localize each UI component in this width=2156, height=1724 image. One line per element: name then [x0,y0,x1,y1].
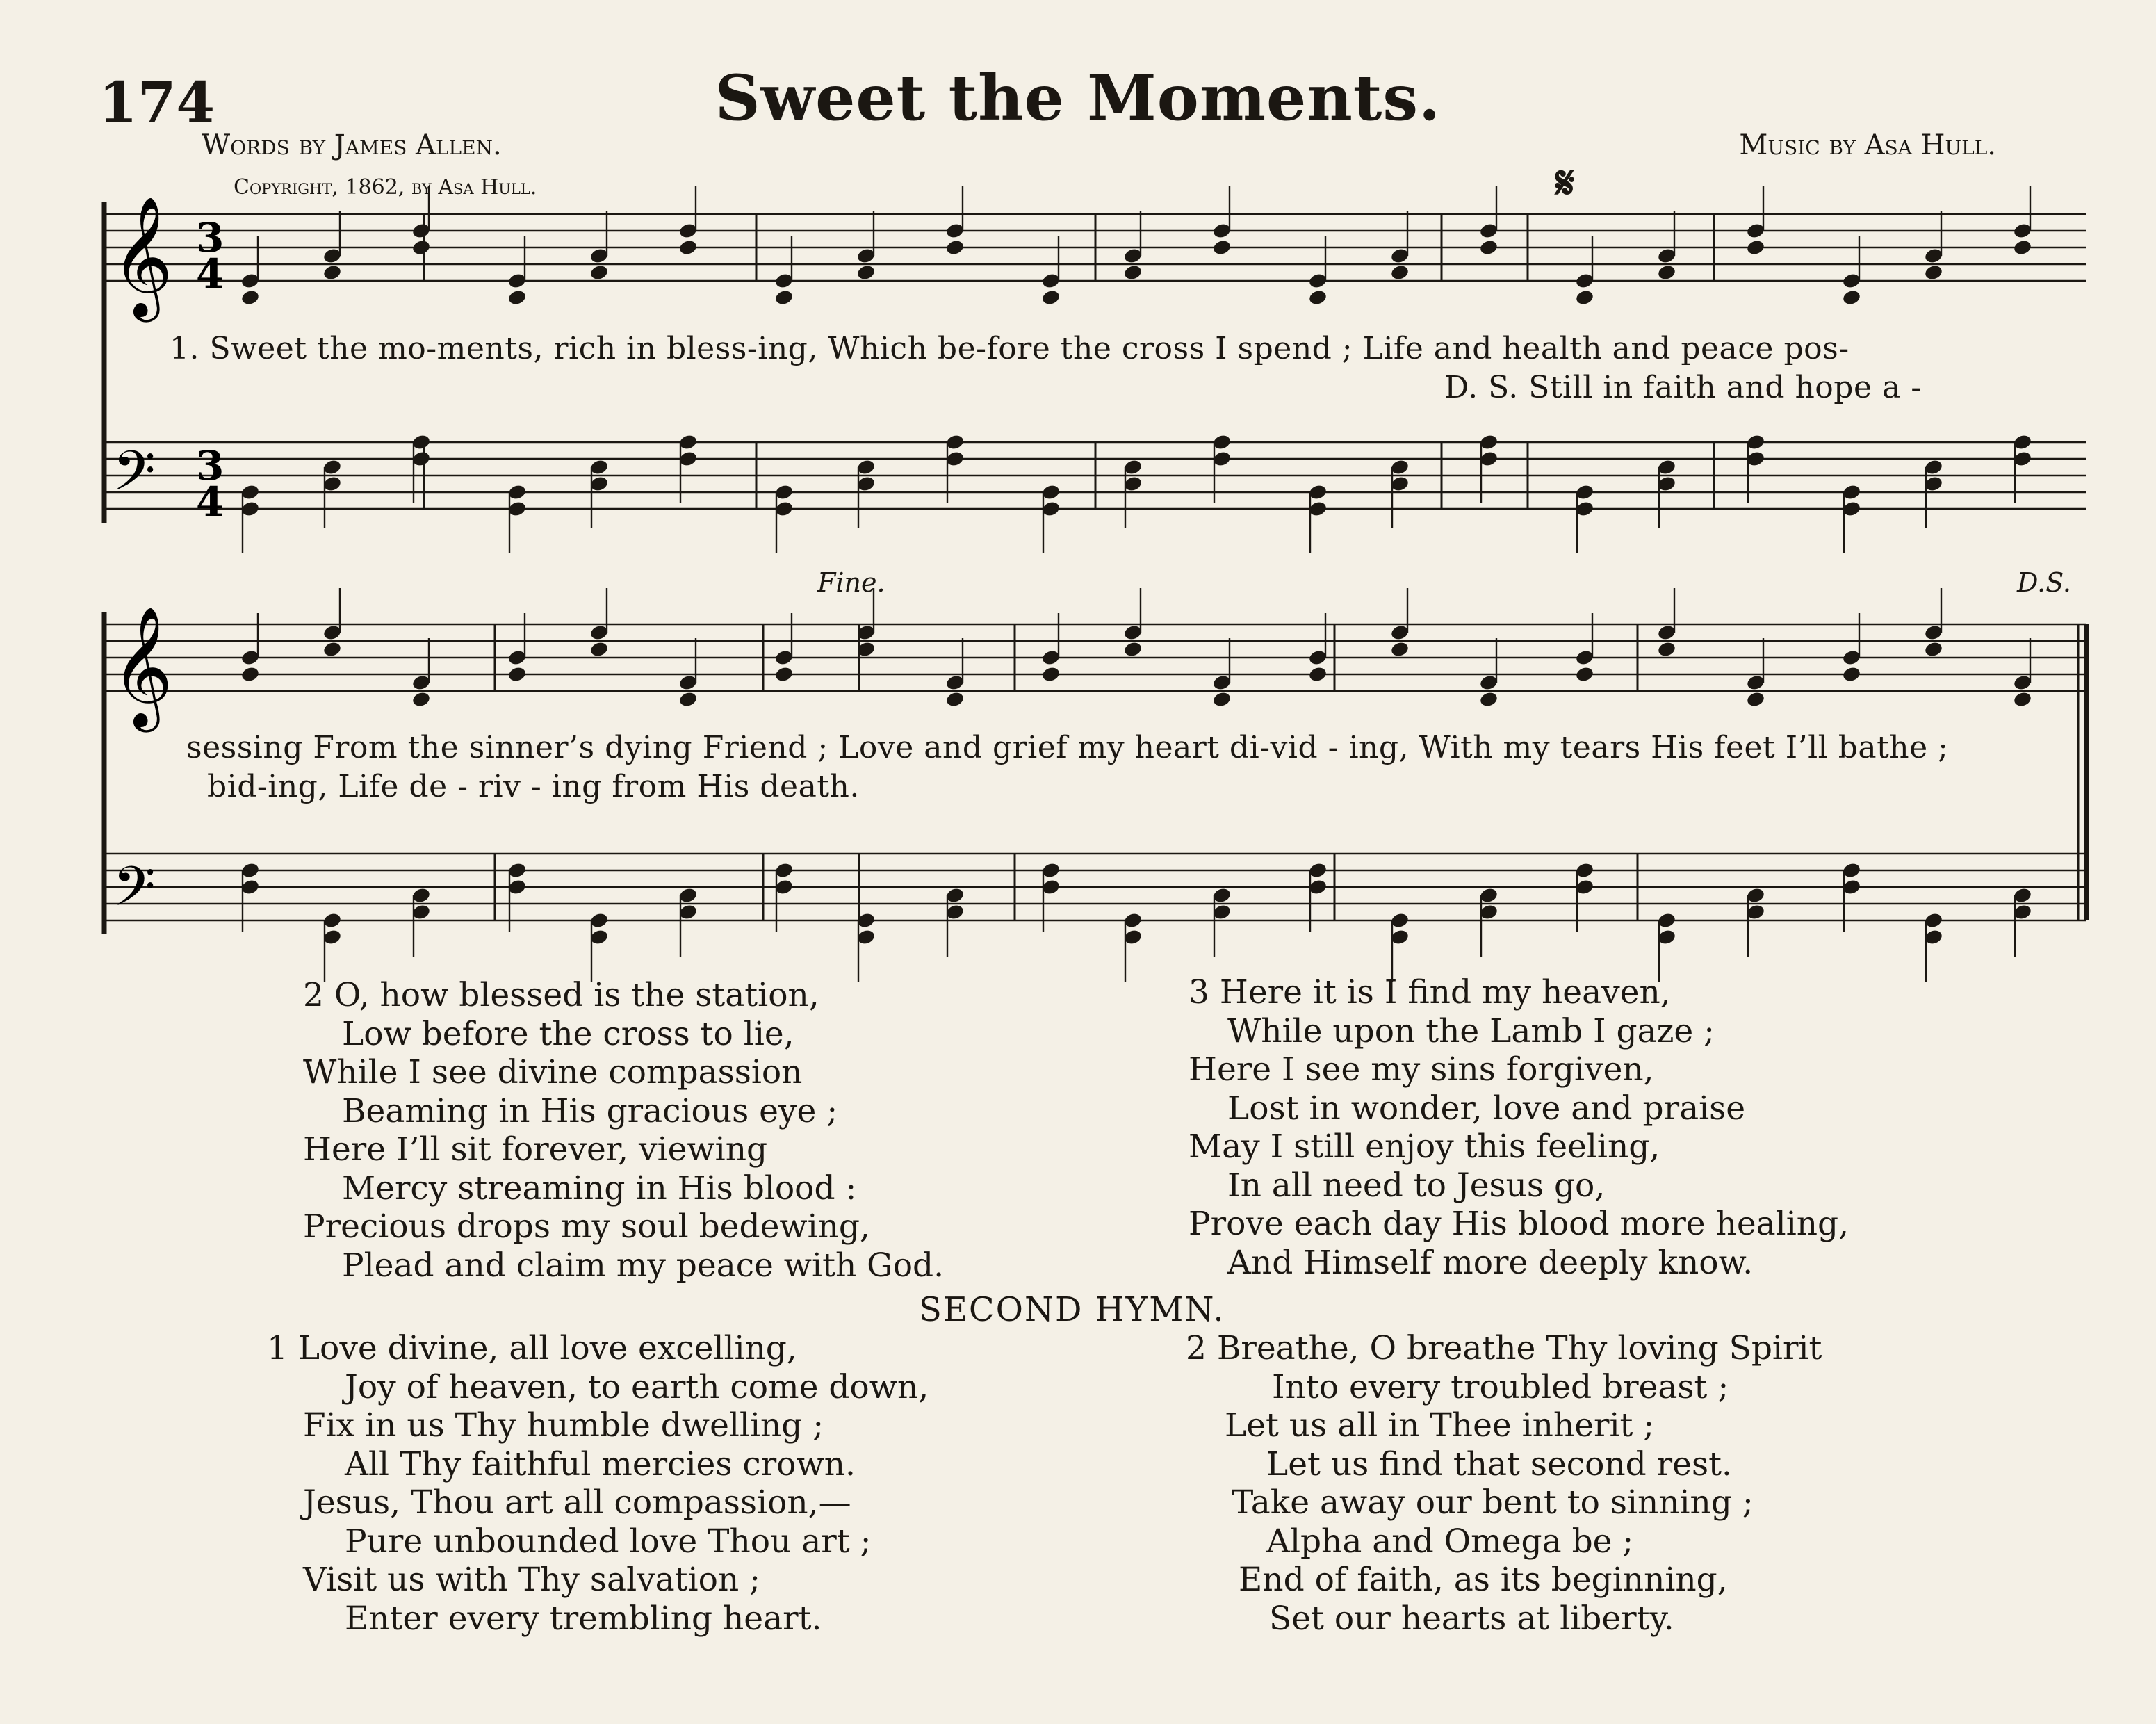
hymn-title: Sweet the Moments. [714,61,1442,135]
verse-line: Take away our bent to sinning ; [1232,1483,1754,1522]
verse-line: Mercy streaming in His blood : [342,1169,857,1207]
notehead [240,288,261,306]
fine-marking: Fine. [817,567,885,598]
notehead [1479,238,1499,256]
barlines [104,202,2086,934]
verse-line: While upon the Lamb I gaze ; [1227,1011,1715,1050]
notehead [507,288,528,306]
notehead [507,665,528,683]
notehead [1390,640,1410,658]
notehead [945,690,965,708]
notehead [1123,263,1143,281]
lyric-line-2: sessing From the sinner’s dying Friend ; Love and grief my heart di-vid - ing, With my tears His feet I’ll bathe ; [186,730,1949,765]
copyright-notice: Copyright, 1862, by Asa Hull. [234,175,537,200]
bass-clef-icon: 𝄢 [113,439,156,517]
svg-text:4: 4 [196,478,224,526]
notehead [411,690,432,708]
page-number: 174 [99,70,215,135]
notehead [774,288,794,306]
verse-line: And Himself more deeply know. [1227,1243,1754,1282]
notehead [1479,690,1499,708]
time-signature-bass [196,442,224,526]
verse-3 [1189,973,1849,1282]
verse-line: Let us find that second rest. [1266,1445,1732,1483]
bass-clef-icon-2: 𝄢 [113,854,156,932]
verse-line: Alpha and Omega be ; [1266,1522,1634,1561]
svg-text:3: 3 [196,442,224,489]
verse-line: Here I’ll sit forever, viewing [303,1130,768,1169]
verse-line: Precious drops my soul bedewing, [303,1207,870,1246]
svg-text:4: 4 [196,250,224,298]
verse-line: In all need to Jesus go, [1227,1166,1606,1205]
verse-line: Joy of heaven, to earth come down, [345,1367,929,1406]
notehead [1041,288,1061,306]
lyric-line-1: 1. Sweet the mo-ments, rich in bless-ing, Which be-fore the cross I spend ; Life and health and peace pos- [170,331,1849,366]
lyric-line-1-ds: D. S. Still in faith and hope a - [1444,370,1922,405]
notehead [1746,690,1766,708]
notehead [1746,238,1766,256]
verse-line: Low before the cross to lie, [342,1014,794,1053]
verse-line: Let us all in Thee inherit ; [1225,1406,1655,1445]
notehead [678,690,699,708]
verse-line: While I see divine compassion [303,1053,803,1091]
verse-line: 2 O, how blessed is the station, [303,976,819,1014]
verse-line: Here I see my sins forgiven, [1189,1050,1654,1089]
verse-line: Plead and claim my peace with God. [342,1246,945,1285]
segno-sign: 𝄋 [1555,157,1575,209]
notehead [945,238,965,256]
notehead [1924,263,1944,281]
notehead [678,238,699,256]
notehead [1657,640,1677,658]
notehead [1212,238,1232,256]
notehead [1924,640,1944,658]
notehead [411,238,432,256]
notehead [322,263,343,281]
notehead [2013,690,2033,708]
staff-lines [104,214,2086,920]
verse-line: 3 Here it is I find my heaven, [1189,973,1671,1011]
notehead [1041,665,1061,683]
music-credit: Music by Asa Hull. [1739,129,1996,161]
notehead [774,665,794,683]
notehead [1308,288,1328,306]
verse-line: Beaming in His gracious eye ; [342,1091,838,1130]
notehead [1657,263,1677,281]
verse-line: Fix in us Thy humble dwelling ; [303,1406,824,1445]
verse-line: Jesus, Thou art all compassion,— [303,1483,851,1522]
verse-line: Set our hearts at liberty. [1269,1599,1674,1638]
verse-line: Enter every trembling heart. [345,1599,822,1638]
verse-line: End of faith, as its beginning, [1239,1561,1728,1599]
verse-line: 2 Breathe, O breathe Thy loving Spirit [1186,1329,1822,1367]
verse-line: Visit us with Thy salvation ; [303,1561,760,1599]
verse-2 [303,976,944,1285]
verse-line: 1 Love divine, all love excelling, [267,1329,797,1367]
second-hymn-heading: SECOND HYMN. [919,1290,1225,1329]
notehead [322,640,343,658]
words-credit: Words by James Allen. [202,129,502,161]
notehead [1308,665,1328,683]
notehead [1390,263,1410,281]
verse-line: May I still enjoy this feeling, [1189,1128,1660,1166]
notehead [2013,238,2033,256]
dal-segno-marking: D.S. [2017,567,2071,598]
notehead [1575,288,1595,306]
second-hymn-verse-1 [267,1329,929,1638]
verse-line: Into every troubled breast ; [1272,1367,1729,1406]
clefs [111,196,173,932]
verse-line: All Thy faithful mercies crown. [345,1445,856,1483]
notehead [856,263,876,281]
notehead [1123,640,1143,658]
svg-text:3: 3 [196,214,224,261]
notehead [1575,665,1595,683]
treble-clef-icon-2: 𝄞 [111,606,173,727]
verse-line: Prove each day His blood more healing, [1189,1205,1849,1243]
verse-line: Lost in wonder, love and praise [1227,1089,1746,1128]
lyric-line-2-ds: bid-ing, Life de - riv - ing from His death. [207,769,860,804]
notehead [589,263,610,281]
notehead [1842,665,1862,683]
notehead [589,640,610,658]
time-signature-treble [196,214,224,298]
second-hymn-verse-2 [1186,1329,1822,1638]
verse-line: Pure unbounded love Thou art ; [345,1522,872,1561]
notehead [240,665,261,683]
noteheads [240,186,2033,982]
notehead [1212,690,1232,708]
notehead [1842,288,1862,306]
treble-clef-icon: 𝄞 [111,196,173,317]
